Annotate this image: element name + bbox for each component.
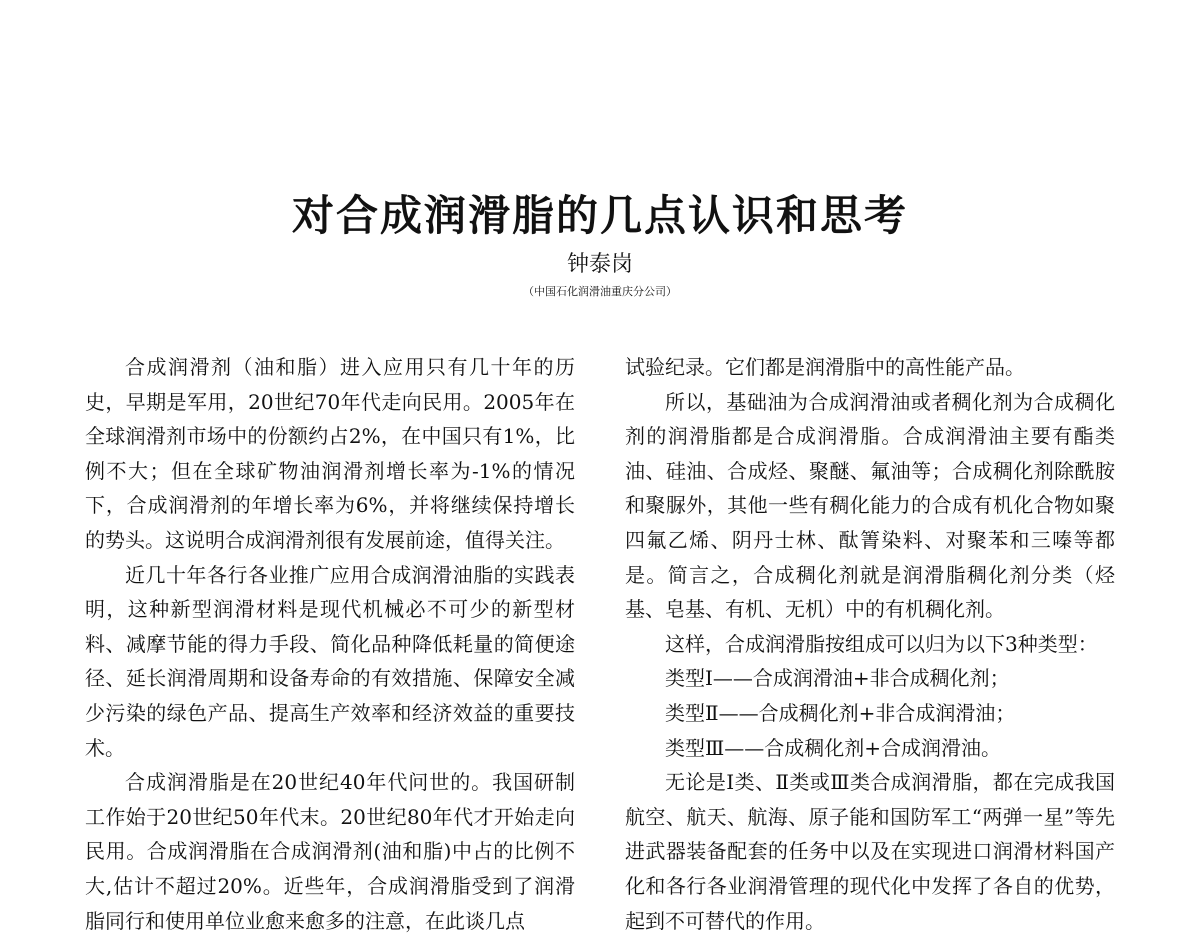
body-paragraph: 无论是Ⅰ类、Ⅱ类或Ⅲ类合成润滑脂，都在完成我国航空、航天、航海、原子能和国防军工“两弹一星”等先进武器装备配套的任务中以及在实现进口润滑材料国产化和各行各业润滑管理的现代化中发挥了各自的优势，起到不可替代的作用。 xyxy=(625,770,1115,933)
type-item: 类型Ⅰ——合成润滑油+非合成稠化剂； xyxy=(665,666,1010,691)
body-paragraph: 合成润滑剂（油和脂）进入应用只有几十年的历史，早期是军用，20世纪70年代走向民用。2005年在全球润滑剂市场中的份额约占2%，在中国只有1%，比例不大；但在全球矿物油润滑剂增长率为-1%的情况下，合成润滑剂的年增长率为6%，并将继续保持增长的势头。这说明合成润滑剂很有发展前途，值得关注。 xyxy=(85,355,575,552)
type-item: 类型Ⅱ——合成稠化剂+非合成润滑油； xyxy=(665,700,1016,725)
right-column xyxy=(625,350,1115,938)
left-column xyxy=(85,350,575,938)
article-title: 对合成润滑脂的几点认识和思考 xyxy=(291,191,908,241)
body-paragraph: 这样，合成润滑脂按组成可以归为以下3种类型： xyxy=(665,631,1098,656)
author-affiliation: （中国石化润滑油重庆分公司） xyxy=(523,285,677,298)
type-item: 类型Ⅲ——合成稠化剂+合成润滑油。 xyxy=(665,735,1002,760)
body-paragraph: 所以，基础油为合成润滑油或者稠化剂为合成稠化剂的润滑脂都是合成润滑脂。合成润滑油主要有酯类油、硅油、合成烃、聚醚、氟油等；合成稠化剂除酰胺和聚脲外，其他一些有稠化能力的合成有机化合物如聚四氟乙烯、阴丹士林、酞箐染料、对聚苯和三嗪等都是。简言之，合成稠化剂就是润滑脂稠化剂分类（烃基、皂基、有机、无机）中的有机稠化剂。 xyxy=(625,389,1115,622)
body-paragraph: 近几十年各行各业推广应用合成润滑油脂的实践表明，这种新型润滑材料是现代机械必不可少的新型材料、减摩节能的得力手段、简化品种降低耗量的简便途径、延长润滑周期和设备寿命的有效措施、保障安全减少污染的绿色产品、提高生产效率和经济效益的重要技术。 xyxy=(85,562,575,760)
continued-paragraph: 试验纪录。它们都是润滑脂中的高性能产品。 xyxy=(625,355,1025,379)
body-paragraph: 合成润滑脂是在20世纪40年代问世的。我国研制工作始于20世纪50年代末。20世纪80年代才开始走向民用。合成润滑脂在合成润滑剂(油和脂)中占的比例不大,估计不超过20%。近些年，合成润滑脂受到了润滑脂同行和使用单位业愈来愈多的注意，在此谈几点 xyxy=(85,770,575,933)
author-name: 钟泰岗 xyxy=(566,252,633,277)
